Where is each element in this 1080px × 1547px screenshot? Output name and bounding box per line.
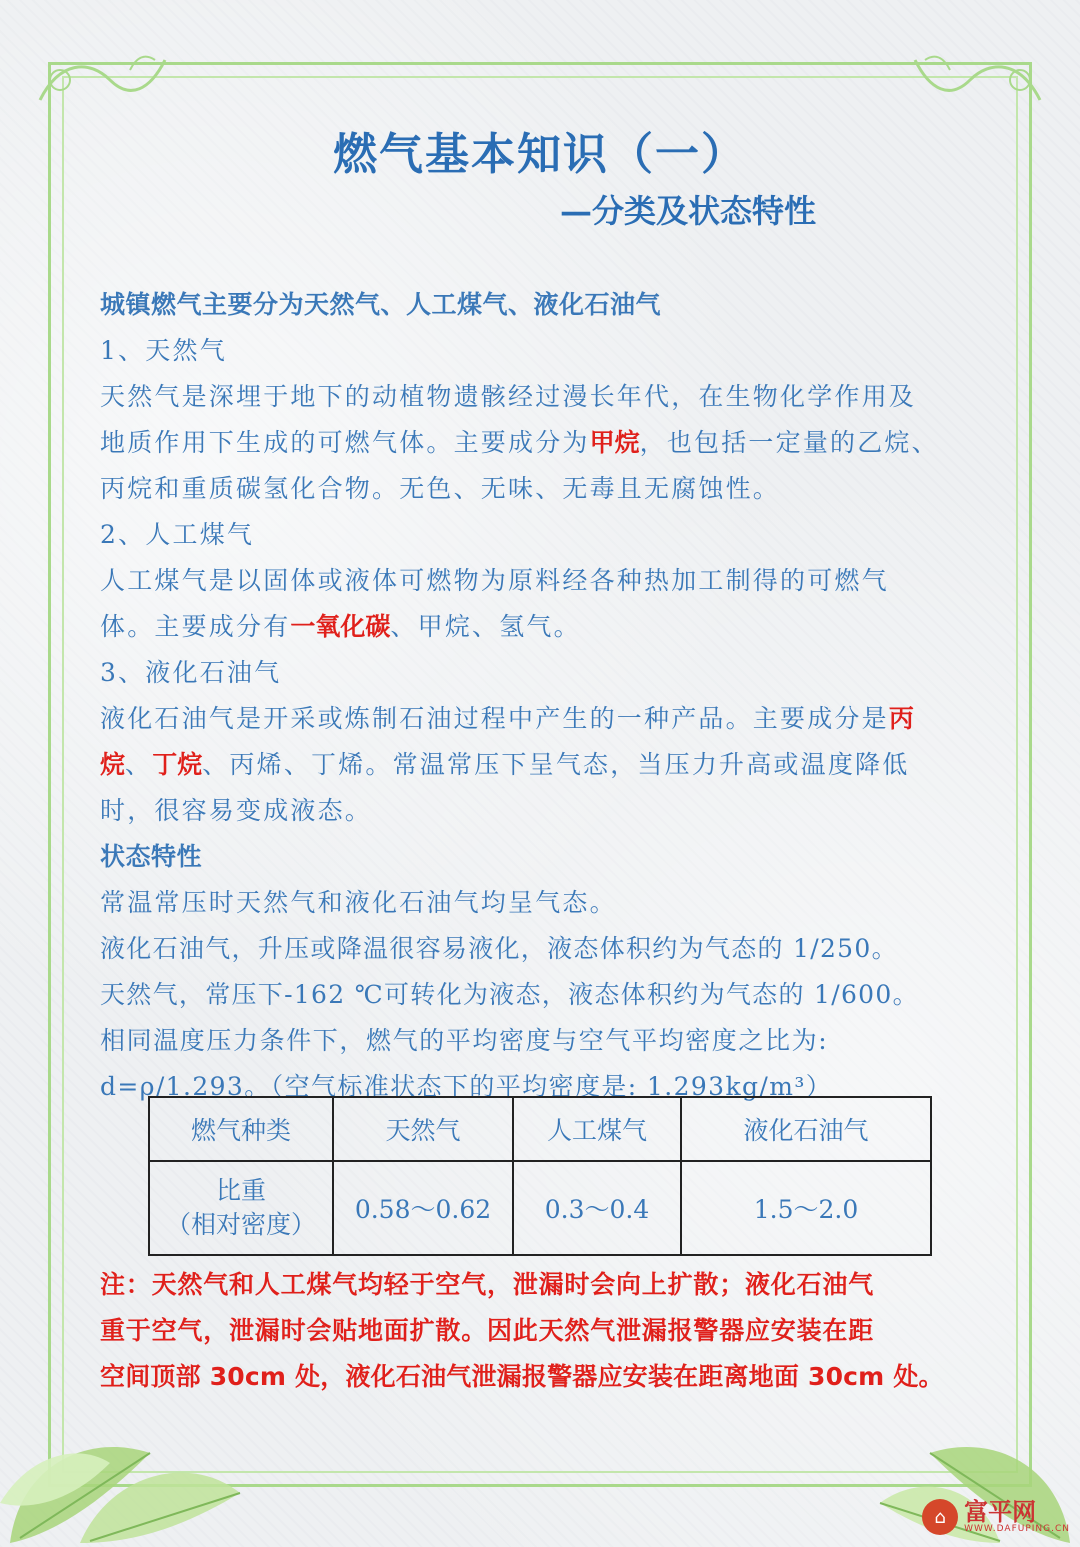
state-characteristics-line: 相同温度压力条件下，燃气的平均密度与空气平均密度之比为:: [100, 1026, 829, 1055]
table-header-cell: 人工煤气: [513, 1097, 681, 1161]
highlight-propane-part: 丙: [888, 704, 914, 733]
text-segment: 、: [125, 750, 153, 779]
page-title: 燃气基本知识（一）: [333, 129, 747, 180]
page-subtitle: —分类及状态特性: [560, 192, 817, 230]
natural-gas-paragraph-line: 天然气是深埋于地下的动植物遗骸经过漫长年代，在生物化学作用及: [100, 382, 917, 411]
table-cell: 1.5～2.0: [681, 1161, 931, 1255]
text-segment: 、甲烷、氢气。: [390, 612, 581, 641]
state-characteristics-heading: 状态特性: [100, 842, 203, 871]
table-header-cell: 液化石油气: [681, 1097, 931, 1161]
table-row: [149, 1161, 931, 1255]
logo-text-block: [964, 1500, 1070, 1534]
text-segment: ，也包括一定量的乙烷、: [639, 428, 939, 457]
lpg-paragraph-line: [100, 742, 990, 788]
text-segment: 体。主要成分有: [100, 612, 291, 641]
highlight-methane: 甲烷: [589, 428, 640, 457]
warning-note-line: 重于空气，泄漏时会贴地面扩散。因此天然气泄漏报警器应安装在距: [100, 1316, 875, 1345]
text-segment: 、丙烯、丁烯。常温常压下呈气态，当压力升高或温度降低: [202, 750, 910, 779]
table-cell: 0.3～0.4: [513, 1161, 681, 1255]
text-segment: 液化石油气是开采或炼制石油过程中产生的一种产品。主要成分是: [100, 704, 889, 733]
warning-note: [100, 1262, 990, 1400]
manufactured-gas-paragraph-line: [100, 604, 990, 650]
corner-vine-top-right: [910, 40, 1050, 120]
table-header-cell: 燃气种类: [149, 1097, 333, 1161]
table-cell: 0.58～0.62: [333, 1161, 513, 1255]
table-header-row: [149, 1097, 931, 1161]
pagoda-icon: ⌂: [922, 1499, 958, 1535]
manufactured-gas-paragraph-line: 人工煤气是以固体或液体可燃物为原料经各种热加工制得的可燃气: [100, 566, 889, 595]
text-segment: 地质作用下生成的可燃气体。主要成分为: [100, 428, 590, 457]
logo-url: WWW.DAFUPING.CN: [964, 1524, 1070, 1534]
density-formula-line: d=ρ/1.293。（空气标准状态下的平均密度是: 1.293kg/m³）: [100, 1072, 833, 1101]
logo-name: 富平网: [964, 1498, 1037, 1526]
relative-density-table: [148, 1096, 932, 1256]
highlight-butane: 丁烷: [152, 750, 203, 779]
lpg-paragraph-line: [100, 696, 990, 742]
section-heading-natural-gas: 1、天然气: [100, 336, 227, 365]
section-heading-manufactured-gas: 2、人工煤气: [100, 520, 255, 549]
state-characteristics-line: 常温常压时天然气和液化石油气均呈气态。: [100, 888, 617, 917]
table-header-cell: 天然气: [333, 1097, 513, 1161]
row-label-cell: [149, 1161, 333, 1255]
highlight-propane-part: 烷: [100, 750, 126, 779]
article-body: [100, 282, 990, 1110]
warning-note-line: 空间顶部 30cm 处，液化石油气泄漏报警器应安装在距离地面 30cm 处。: [100, 1362, 944, 1391]
natural-gas-paragraph-line: [100, 420, 990, 466]
natural-gas-paragraph-line: 丙烷和重质碳氢化合物。无色、无味、无毒且无腐蚀性。: [100, 474, 781, 503]
lpg-paragraph-line: 时，很容易变成液态。: [100, 796, 373, 825]
highlight-carbon-monoxide: 一氧化碳: [290, 612, 391, 641]
state-characteristics-line: 液化石油气，升压或降温很容易液化，液态体积约为气态的 1/250。: [100, 934, 898, 963]
site-logo: [922, 1499, 1070, 1535]
warning-note-line: 注：天然气和人工煤气均轻于空气，泄漏时会向上扩散；液化石油气: [100, 1270, 875, 1299]
row-label: 比重: [215, 1176, 266, 1205]
corner-vine-top-left: [30, 40, 170, 120]
section-heading-lpg: 3、液化石油气: [100, 658, 282, 687]
intro-heading: 城镇燃气主要分为天然气、人工煤气、液化石油气: [100, 290, 662, 319]
row-label-sub: （相对密度）: [165, 1210, 316, 1239]
state-characteristics-line: 天然气，常压下-162 ℃可转化为液态，液态体积约为气态的 1/600。: [100, 980, 919, 1009]
